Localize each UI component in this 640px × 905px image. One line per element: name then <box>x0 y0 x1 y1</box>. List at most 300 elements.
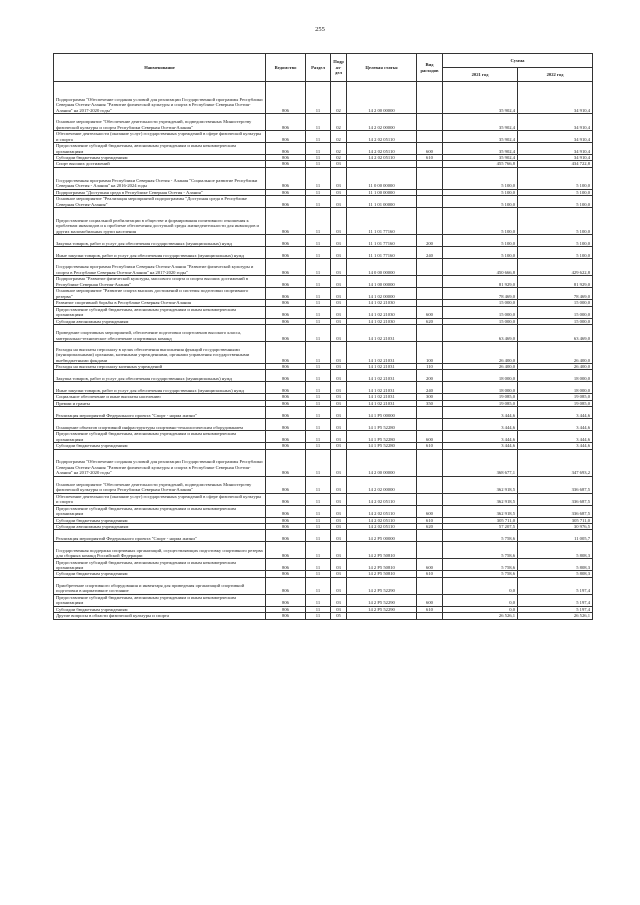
table-row <box>54 82 593 114</box>
cell-subsection: 03 <box>331 449 347 476</box>
cell-subsection: 03 <box>331 505 347 517</box>
header-year-2022: 2022 год <box>518 68 593 82</box>
cell-name: Расходы на выплаты персоналу казенных учреждений <box>54 364 266 370</box>
cell-target-article: 14 1 02 21031 <box>347 370 417 382</box>
cell-sum-2021: 26 400,0 <box>443 364 518 370</box>
cell-sum-2022: 11 005,7 <box>518 530 593 542</box>
cell-sum-2021: 3 444,6 <box>443 407 518 419</box>
cell-subsection: 03 <box>331 517 347 523</box>
cell-department: 806 <box>266 208 306 235</box>
cell-sum-2021: 26 526,1 <box>443 613 518 619</box>
cell-sum-2022: 336 687,5 <box>518 505 593 517</box>
cell-section: 11 <box>306 208 331 235</box>
cell-target-article: 14 2 02 05110 <box>347 505 417 517</box>
cell-subsection: 03 <box>331 382 347 394</box>
table-row <box>54 276 593 288</box>
table-row <box>54 382 593 394</box>
cell-section: 11 <box>306 318 331 324</box>
table-row <box>54 407 593 419</box>
cell-sum-2021: 305 711,0 <box>443 517 518 523</box>
cell-sum-2022: 26 526,1 <box>518 613 593 619</box>
page-number: 255 <box>315 26 325 33</box>
cell-subsection: 03 <box>331 431 347 443</box>
cell-expense-type: 300 <box>417 394 443 400</box>
cell-subsection: 02 <box>331 82 347 114</box>
cell-department: 806 <box>266 571 306 577</box>
cell-section: 11 <box>306 196 331 208</box>
cell-sum-2021: 5 100,0 <box>443 247 518 259</box>
cell-sum-2021: 368 677,1 <box>443 449 518 476</box>
cell-name: Реализация мероприятий Федерального проекта "Спорт - норма жизни" <box>54 407 266 419</box>
cell-department: 806 <box>266 577 306 594</box>
cell-subsection: 03 <box>331 443 347 449</box>
table-row <box>54 530 593 542</box>
cell-subsection: 03 <box>331 300 347 306</box>
cell-section: 11 <box>306 449 331 476</box>
cell-expense-type: 610 <box>417 155 443 161</box>
cell-sum-2021: 57 207,5 <box>443 524 518 530</box>
cell-section: 11 <box>306 259 331 276</box>
cell-target-article: 11 0 00 00000 <box>347 167 417 189</box>
cell-section: 11 <box>306 606 331 612</box>
cell-department: 806 <box>266 559 306 571</box>
table-row <box>54 542 593 559</box>
cell-name: Предоставление субсидий бюджетным, автономным учреждениям и иным некоммерческим организациям <box>54 505 266 517</box>
cell-department: 806 <box>266 431 306 443</box>
cell-subsection: 03 <box>331 167 347 189</box>
cell-department: 806 <box>266 443 306 449</box>
cell-name: Субсидии бюджетным учреждениям <box>54 517 266 523</box>
cell-sum-2022: 3 444,6 <box>518 443 593 449</box>
cell-name: Основное мероприятие "Реализация мероприятий подпрограммы "Доступная среда в Республике Северная Осетия-Алания" <box>54 196 266 208</box>
cell-target-article: 14 2 P5 00000 <box>347 530 417 542</box>
table-row <box>54 431 593 443</box>
cell-subsection: 03 <box>331 530 347 542</box>
cell-target-article: 14 1 P5 00000 <box>347 407 417 419</box>
cell-section: 11 <box>306 577 331 594</box>
cell-expense-type <box>417 82 443 114</box>
cell-subsection: 02 <box>331 155 347 161</box>
cell-name: Реализация мероприятий Федерального проекта "Спорт - норма жизни" <box>54 530 266 542</box>
cell-subsection: 03 <box>331 606 347 612</box>
cell-subsection: 03 <box>331 325 347 342</box>
cell-name: Предоставление субсидий бюджетным, автономным учреждениям и иным некоммерческим организациям <box>54 431 266 443</box>
table-row <box>54 342 593 364</box>
cell-sum-2021: 5 100,0 <box>443 189 518 195</box>
header-department: Ведомство <box>266 54 306 82</box>
table-row <box>54 196 593 208</box>
cell-target-article: 14 2 02 05110 <box>347 143 417 155</box>
cell-target-article: 14 1 02 21031 <box>347 394 417 400</box>
cell-name: Подпрограмма "Доступная среда в Республике Северная Осетия - Алания" <box>54 189 266 195</box>
cell-subsection: 05 <box>331 613 347 619</box>
table-row <box>54 449 593 476</box>
cell-expense-type <box>417 449 443 476</box>
cell-target-article: 14 1 02 21030 <box>347 318 417 324</box>
cell-expense-type <box>417 167 443 189</box>
table-header <box>54 54 593 82</box>
cell-department: 806 <box>266 407 306 419</box>
cell-department: 806 <box>266 613 306 619</box>
cell-target-article: 14 2 P5 52290 <box>347 577 417 594</box>
cell-expense-type: 200 <box>417 370 443 382</box>
cell-department: 806 <box>266 288 306 300</box>
cell-sum-2022: 15 000,0 <box>518 318 593 324</box>
cell-sum-2021: 455 766,8 <box>443 161 518 167</box>
cell-sum-2022: 19 085,0 <box>518 394 593 400</box>
table-row <box>54 114 593 131</box>
cell-department: 806 <box>266 364 306 370</box>
cell-section: 11 <box>306 288 331 300</box>
cell-sum-2022: 5 100,0 <box>518 189 593 195</box>
table-row <box>54 259 593 276</box>
cell-section: 11 <box>306 325 331 342</box>
cell-sum-2021: 26 400,0 <box>443 342 518 364</box>
cell-section: 11 <box>306 342 331 364</box>
cell-sum-2021: 18 000,0 <box>443 382 518 394</box>
cell-expense-type: 240 <box>417 382 443 394</box>
cell-expense-type: 610 <box>417 571 443 577</box>
cell-name: Основное мероприятие "Обеспечение деятельности учреждений, подведомственных Министерству физической культуры и спорта Республики Северная Осетия-Алания" <box>54 114 266 131</box>
cell-sum-2022: 3 444,6 <box>518 407 593 419</box>
cell-subsection: 02 <box>331 114 347 131</box>
cell-subsection: 03 <box>331 559 347 571</box>
cell-sum-2022: 434 722,8 <box>518 161 593 167</box>
cell-subsection: 03 <box>331 342 347 364</box>
table-row <box>54 167 593 189</box>
cell-target-article: 14 1 P5 52280 <box>347 431 417 443</box>
cell-name: Развитие спортивной борьбы в Республике Северная Осетия-Алания <box>54 300 266 306</box>
cell-sum-2021: 3 444,6 <box>443 431 518 443</box>
cell-sum-2022: 5 197,4 <box>518 594 593 606</box>
cell-section: 11 <box>306 364 331 370</box>
cell-sum-2022: 81 929,0 <box>518 276 593 288</box>
cell-section: 11 <box>306 594 331 606</box>
cell-sum-2022: 5 100,0 <box>518 208 593 235</box>
cell-target-article: 11 1 01 00000 <box>347 196 417 208</box>
cell-name: Государственная программа Республики Северная Осетия-Алания "Развитие физической культуры и спорта в Республике Северная Осетия-Алания" на 2017-2020 годы" <box>54 259 266 276</box>
cell-target-article: 14 2 P5 52290 <box>347 606 417 612</box>
cell-department: 806 <box>266 131 306 143</box>
cell-sum-2022: 34 910,4 <box>518 131 593 143</box>
cell-sum-2022: 5 808,3 <box>518 542 593 559</box>
cell-expense-type <box>417 131 443 143</box>
table-row <box>54 370 593 382</box>
cell-expense-type: 350 <box>417 400 443 406</box>
cell-section: 11 <box>306 524 331 530</box>
cell-target-article: 14 1 02 21031 <box>347 325 417 342</box>
cell-subsection: 03 <box>331 189 347 195</box>
cell-sum-2022: 19 085,0 <box>518 400 593 406</box>
cell-target-article: 14 1 P5 52280 <box>347 443 417 449</box>
cell-name: Предоставление субсидий бюджетным, автономным учреждениям и иным некоммерческим организациям <box>54 306 266 318</box>
cell-target-article: 14 2 00 00000 <box>347 82 417 114</box>
cell-subsection: 03 <box>331 577 347 594</box>
cell-section: 11 <box>306 400 331 406</box>
cell-department: 806 <box>266 235 306 247</box>
cell-department: 806 <box>266 300 306 306</box>
cell-department: 806 <box>266 542 306 559</box>
cell-name: Обеспечение деятельности (оказание услуг) государственных учреждений в сфере физической культуры и спорта <box>54 493 266 505</box>
cell-target-article: 14 1 02 21030 <box>347 306 417 318</box>
table-row <box>54 493 593 505</box>
table-row <box>54 143 593 155</box>
cell-section: 11 <box>306 505 331 517</box>
cell-sum-2022: 15 000,0 <box>518 306 593 318</box>
cell-subsection: 03 <box>331 542 347 559</box>
cell-target-article: 14 1 02 21031 <box>347 342 417 364</box>
cell-department: 806 <box>266 606 306 612</box>
cell-expense-type <box>417 530 443 542</box>
cell-name: Приобретение спортивного оборудования и инвентаря для приведения организаций спортивной подготовки в нормативное состояние <box>54 577 266 594</box>
cell-sum-2022: 34 910,4 <box>518 155 593 161</box>
cell-sum-2022: 5 197,4 <box>518 606 593 612</box>
cell-section: 11 <box>306 155 331 161</box>
table-row <box>54 131 593 143</box>
cell-department: 806 <box>266 400 306 406</box>
cell-section: 11 <box>306 82 331 114</box>
cell-name: Субсидии автономным учреждениям <box>54 524 266 530</box>
header-section: Раздел <box>306 54 331 82</box>
cell-sum-2021: 15 000,0 <box>443 306 518 318</box>
cell-sum-2022: 26 400,0 <box>518 364 593 370</box>
cell-target-article: 14 1 02 21031 <box>347 364 417 370</box>
cell-target-article: 14 2 P5 50810 <box>347 571 417 577</box>
cell-target-article: 14 1 02 21030 <box>347 300 417 306</box>
cell-expense-type <box>417 325 443 342</box>
cell-department: 806 <box>266 318 306 324</box>
cell-subsection: 03 <box>331 594 347 606</box>
budget-table <box>53 53 593 620</box>
cell-department: 806 <box>266 114 306 131</box>
cell-target-article: 14 2 P5 50810 <box>347 542 417 559</box>
cell-section: 11 <box>306 571 331 577</box>
cell-department: 806 <box>266 493 306 505</box>
cell-sum-2022: 429 622,8 <box>518 259 593 276</box>
cell-subsection: 03 <box>331 394 347 400</box>
cell-sum-2021: 78 469,0 <box>443 288 518 300</box>
cell-sum-2022: 78 469,0 <box>518 288 593 300</box>
cell-sum-2021: 5 100,0 <box>443 196 518 208</box>
cell-name: Предоставление субсидий бюджетным, автономным учреждениям и иным некоммерческим организациям <box>54 594 266 606</box>
cell-sum-2021: 19 085,0 <box>443 394 518 400</box>
cell-name: Подпрограмма "Развитие физической культуры, массового спорта и спорта высших достижений в Республике Северная Осетия-Алания" <box>54 276 266 288</box>
table-row <box>54 476 593 493</box>
cell-expense-type: 620 <box>417 524 443 530</box>
cell-section: 11 <box>306 493 331 505</box>
cell-section: 11 <box>306 306 331 318</box>
cell-sum-2021: 15 000,0 <box>443 300 518 306</box>
cell-department: 806 <box>266 259 306 276</box>
cell-department: 806 <box>266 382 306 394</box>
cell-name: Субсидии автономным учреждениям <box>54 318 266 324</box>
cell-section: 11 <box>306 613 331 619</box>
cell-target-article: 14 0 00 00000 <box>347 259 417 276</box>
cell-section: 11 <box>306 161 331 167</box>
cell-name: Расходы на выплаты персоналу в целях обеспечения выполнения функций государственными (муниципальными) органами, казенными учреждениями, органами управления государственными внебюджетными фондами <box>54 342 266 364</box>
cell-target-article: 14 2 P5 50810 <box>347 559 417 571</box>
cell-section: 11 <box>306 542 331 559</box>
cell-target-article: 14 2 02 00000 <box>347 114 417 131</box>
cell-expense-type <box>417 419 443 431</box>
cell-expense-type <box>417 542 443 559</box>
cell-sum-2022: 5 808,3 <box>518 559 593 571</box>
cell-sum-2021: 0,0 <box>443 606 518 612</box>
cell-sum-2022: 305 711,0 <box>518 517 593 523</box>
cell-section: 11 <box>306 167 331 189</box>
cell-sum-2021: 0,0 <box>443 594 518 606</box>
cell-sum-2022: 34 910,4 <box>518 82 593 114</box>
cell-name: Социальное обеспечение и иные выплаты населению <box>54 394 266 400</box>
cell-sum-2022: 34 910,4 <box>518 114 593 131</box>
cell-subsection: 03 <box>331 161 347 167</box>
cell-sum-2022: 63 469,0 <box>518 325 593 342</box>
cell-department: 806 <box>266 276 306 288</box>
cell-expense-type: 600 <box>417 505 443 517</box>
table-row <box>54 613 593 619</box>
cell-sum-2022: 15 000,0 <box>518 300 593 306</box>
cell-department: 806 <box>266 419 306 431</box>
cell-department: 806 <box>266 524 306 530</box>
cell-department: 806 <box>266 155 306 161</box>
cell-sum-2022: 18 000,0 <box>518 370 593 382</box>
cell-section: 11 <box>306 247 331 259</box>
cell-section: 11 <box>306 419 331 431</box>
cell-target-article: 11 1 00 00000 <box>347 189 417 195</box>
cell-name: Субсидии бюджетным учреждениям <box>54 155 266 161</box>
table-row <box>54 577 593 594</box>
cell-department: 806 <box>266 82 306 114</box>
cell-subsection: 03 <box>331 476 347 493</box>
cell-expense-type: 600 <box>417 143 443 155</box>
cell-name: Иные закупки товаров, работ и услуг для обеспечения государственных (муниципальных) нужд <box>54 382 266 394</box>
cell-expense-type: 610 <box>417 517 443 523</box>
cell-sum-2021: 35 902,4 <box>443 155 518 161</box>
cell-target-article: 14 2 02 05110 <box>347 524 417 530</box>
cell-expense-type: 110 <box>417 364 443 370</box>
cell-section: 11 <box>306 517 331 523</box>
cell-sum-2022: 5 100,0 <box>518 235 593 247</box>
cell-subsection: 03 <box>331 259 347 276</box>
cell-department: 806 <box>266 196 306 208</box>
cell-name: Предоставление социальной реабилитации в обществе и формирования позитивного отношения к проблемам инвалидов и к проблеме обеспечения доступной среды жизнедеятельности для инвалидов и других маломобильных групп населения <box>54 208 266 235</box>
cell-sum-2021: 3 444,6 <box>443 443 518 449</box>
header-name: Наименование <box>54 54 266 82</box>
cell-sum-2021: 35 902,4 <box>443 143 518 155</box>
header-target-article: Целевая статья <box>347 54 417 82</box>
cell-sum-2021: 5 758,6 <box>443 559 518 571</box>
cell-sum-2022: 347 693,2 <box>518 449 593 476</box>
cell-section: 11 <box>306 300 331 306</box>
cell-section: 11 <box>306 276 331 288</box>
cell-section: 11 <box>306 431 331 443</box>
cell-sum-2022: 5 808,3 <box>518 571 593 577</box>
header-sum: Сумма <box>443 54 593 68</box>
cell-section: 11 <box>306 407 331 419</box>
cell-section: 11 <box>306 476 331 493</box>
cell-expense-type <box>417 493 443 505</box>
cell-sum-2021: 5 758,6 <box>443 542 518 559</box>
cell-expense-type <box>417 276 443 288</box>
cell-department: 806 <box>266 143 306 155</box>
cell-sum-2022: 30 976,5 <box>518 524 593 530</box>
cell-target-article <box>347 613 417 619</box>
cell-expense-type <box>417 577 443 594</box>
cell-name: Спорт высших достижений <box>54 161 266 167</box>
cell-department: 806 <box>266 189 306 195</box>
cell-sum-2022: 5 100,0 <box>518 167 593 189</box>
cell-target-article: 14 2 00 00000 <box>347 449 417 476</box>
cell-subsection: 03 <box>331 493 347 505</box>
cell-section: 11 <box>306 143 331 155</box>
cell-subsection: 03 <box>331 196 347 208</box>
cell-subsection: 03 <box>331 235 347 247</box>
table-row <box>54 306 593 318</box>
header-expense-type: Вид расходов <box>417 54 443 82</box>
cell-target-article: 14 2 02 05110 <box>347 517 417 523</box>
table-row <box>54 419 593 431</box>
cell-subsection: 03 <box>331 400 347 406</box>
cell-section: 11 <box>306 382 331 394</box>
cell-expense-type <box>417 208 443 235</box>
cell-name: Закупка товаров, работ и услуг для обеспечения государственных (муниципальных) нужд <box>54 235 266 247</box>
cell-name: Субсидии бюджетным учреждениям <box>54 571 266 577</box>
cell-expense-type <box>417 476 443 493</box>
cell-expense-type <box>417 196 443 208</box>
cell-target-article: 14 2 02 05110 <box>347 493 417 505</box>
cell-sum-2021: 5 100,0 <box>443 167 518 189</box>
cell-target-article: 14 2 02 00000 <box>347 476 417 493</box>
cell-expense-type <box>417 259 443 276</box>
cell-department: 806 <box>266 505 306 517</box>
cell-sum-2021: 81 929,0 <box>443 276 518 288</box>
cell-department: 806 <box>266 530 306 542</box>
cell-section: 11 <box>306 189 331 195</box>
cell-sum-2021: 5 100,0 <box>443 208 518 235</box>
cell-department: 806 <box>266 394 306 400</box>
cell-name: Государственная поддержка спортивных организаций, осуществляющих подготовку спортивного резерва для сборных команд Российской Федерации <box>54 542 266 559</box>
cell-expense-type: 600 <box>417 559 443 571</box>
cell-name: Иные закупки товаров, работ и услуг для обеспечения государственных (муниципальных) нужд <box>54 247 266 259</box>
table-row <box>54 235 593 247</box>
cell-sum-2022: 336 687,5 <box>518 476 593 493</box>
cell-name: Обеспечение деятельности (оказание услуг) государственных учреждений в сфере физической культуры и спорта <box>54 131 266 143</box>
cell-expense-type: 620 <box>417 318 443 324</box>
table-row <box>54 208 593 235</box>
cell-expense-type <box>417 407 443 419</box>
cell-section: 11 <box>306 114 331 131</box>
cell-department: 806 <box>266 476 306 493</box>
cell-sum-2022: 5 100,0 <box>518 247 593 259</box>
cell-section: 11 <box>306 131 331 143</box>
cell-target-article: 11 1 01 77160 <box>347 208 417 235</box>
cell-sum-2021: 63 469,0 <box>443 325 518 342</box>
cell-subsection: 03 <box>331 407 347 419</box>
cell-expense-type: 600 <box>417 431 443 443</box>
cell-sum-2022: 34 910,4 <box>518 143 593 155</box>
cell-department: 806 <box>266 247 306 259</box>
cell-section: 11 <box>306 559 331 571</box>
table-row <box>54 288 593 300</box>
cell-sum-2021: 5 758,6 <box>443 571 518 577</box>
cell-sum-2022: 5 197,4 <box>518 577 593 594</box>
cell-subsection: 03 <box>331 524 347 530</box>
cell-target-article: 14 2 02 05110 <box>347 155 417 161</box>
cell-expense-type: 600 <box>417 594 443 606</box>
cell-sum-2021: 5 100,0 <box>443 235 518 247</box>
cell-sum-2021: 35 902,4 <box>443 114 518 131</box>
cell-subsection: 03 <box>331 208 347 235</box>
